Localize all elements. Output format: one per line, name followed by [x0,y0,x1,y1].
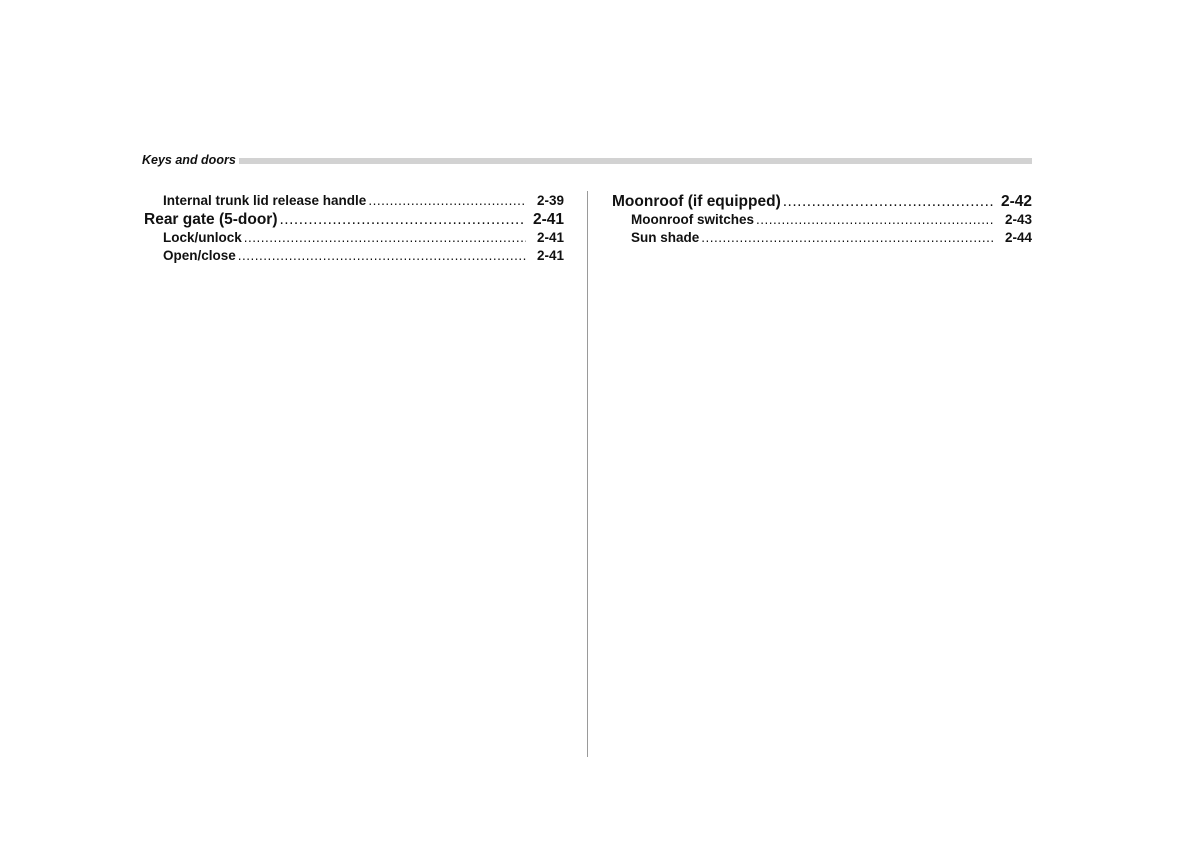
toc-entry-sun-shade[interactable] [612,229,1032,247]
toc-entry-label: Sun shade [631,230,700,245]
toc-entry-rear-gate[interactable] [144,210,564,229]
column-divider [587,191,588,757]
toc-entry-label: Open/close [163,248,236,263]
toc-leader-dots [244,229,526,247]
toc-entry-page: 2-43 [1004,212,1032,227]
toc-entry-page: 2-41 [536,230,564,245]
toc-entry-label: Internal trunk lid release handle [163,193,367,208]
toc-entry-label: Moonroof (if equipped) [612,193,781,210]
toc-entry-moonroof-switches[interactable] [612,211,1032,229]
section-header [142,152,1032,168]
toc-entry-page: 2-39 [536,193,564,208]
header-rule [142,158,1032,164]
toc-entry-label: Moonroof switches [631,212,755,227]
toc-entry-page: 2-41 [536,248,564,263]
toc-left-column [144,192,564,265]
toc-leader-dots [238,247,526,265]
toc-entry-page: 2-42 [1000,193,1032,210]
toc-leader-dots [280,210,527,229]
toc-entry-page: 2-44 [1004,230,1032,245]
toc-entry-label: Rear gate (5-door) [144,211,278,228]
toc-leader-dots [701,229,994,247]
toc-entry-internal-trunk-lid-release-handle[interactable] [144,192,564,210]
toc-entry-label: Lock/unlock [163,230,242,245]
toc-entry-lock-unlock[interactable] [144,229,564,247]
section-title: Keys and doors [142,152,239,168]
toc-entry-moonroof[interactable] [612,192,1032,211]
toc-leader-dots [756,211,994,229]
toc-right-column [612,192,1032,247]
toc-leader-dots [368,192,526,210]
toc-entry-open-close[interactable] [144,247,564,265]
toc-leader-dots [783,192,994,211]
toc-entry-page: 2-41 [532,211,564,228]
